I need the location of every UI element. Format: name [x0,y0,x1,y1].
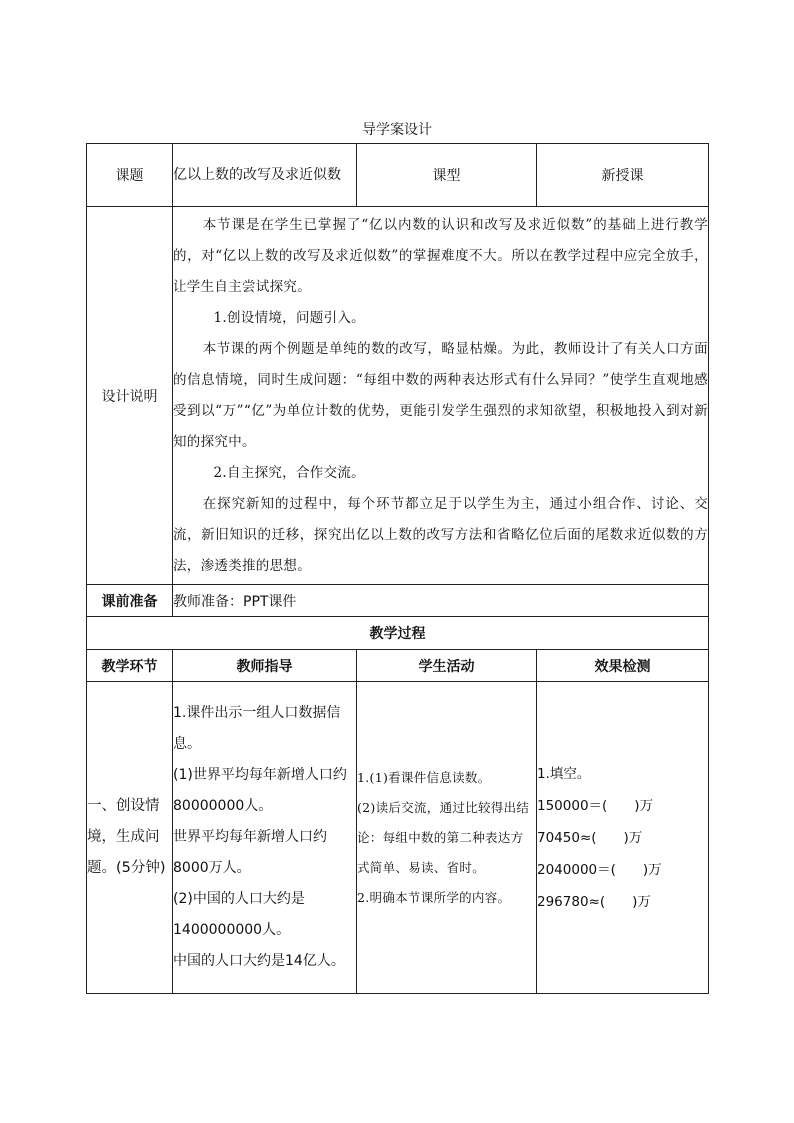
design-label: 设计说明 [87,207,173,585]
topic-label: 课题 [87,144,173,207]
teacher-line: (2)中国的人口大约是1400000000人。 [173,891,305,938]
design-step-heading: 2.自主探究，合作交流。 [213,464,365,481]
design-description [173,207,709,585]
process-stage-row [87,682,709,994]
teacher-line: 1.课件出示一组人口数据信息。 [173,705,341,752]
process-title-row [87,617,709,650]
design-paragraph: 本节课是在学生已掌握了“亿以内数的认识和改写及求近似数”的基础上进行教学的，对“亿以上数的改写及求近似数”的掌握难度不大。所以在教学过程中应完全放手，让学生自主尝试探究。 [173,216,708,295]
document-title: 导学案设计 [362,122,432,138]
teacher-line: 中国的人口大约是14亿人。 [173,953,345,969]
teacher-guidance [173,682,357,994]
column-header-check: 效果检测 [537,650,709,682]
prep-label: 课前准备 [87,585,173,617]
column-header-teacher: 教师指导 [173,650,357,682]
process-title: 教学过程 [87,617,709,650]
teacher-line: (1)世界平均每年新增人口约80000000人。 [173,767,347,814]
design-paragraph: 本节课的两个例题是单纯的数的改写，略显枯燥。为此，教师设计了有关人口方面的信息情境，同时生成问题：“每组中数的两种表达形式有什么异同？”使学生直观地感受到以“万”“亿”为单位计数的优势，更能引发学生强烈的求知欲望，积极地投入到对新知的探究中。 [173,340,708,450]
topic-value: 亿以上数的改写及求近似数 [173,144,357,207]
student-line: 1.(1)看课件信息读数。 [357,769,491,785]
column-header-student: 学生活动 [357,650,537,682]
check-line: 2040000＝( )万 [537,861,662,878]
design-row [87,207,709,585]
student-line: 2.明确本节课所学的内容。 [357,889,511,905]
stage-name: 一、创设情境，生成问题。(5分钟) [87,682,173,994]
prep-value: 教师准备：PPT课件 [173,585,709,617]
check-line: 150000＝( )万 [537,797,654,814]
prep-row [87,585,709,617]
student-activity [357,682,537,994]
design-step-heading: 1.创设情境，问题引入。 [213,309,365,326]
check-line: 1.填空。 [537,765,591,782]
design-paragraph: 在探究新知的过程中，每个环节都立足于以学生为主，通过小组合作、讨论、交流，新旧知识的迁移，探究出亿以上数的改写方法和省略亿位后面的尾数求近似数的方法，渗透类推的思想。 [173,495,708,574]
type-label: 课型 [357,144,537,207]
column-header-stage: 教学环节 [87,650,173,682]
effect-check [537,682,709,994]
process-header-row [87,650,709,682]
topic-row [87,144,709,207]
type-value: 新授课 [537,144,709,207]
lesson-plan-table [86,143,709,994]
check-line: 296780≈( )万 [537,893,651,910]
student-line: (2)读后交流，通过比较得出结论：每组中数的第二种表达方式简单、易读、省时。 [357,799,530,875]
check-line: 70450≈( )万 [537,829,643,846]
teacher-line: 世界平均每年新增人口约8000万人。 [173,829,327,876]
